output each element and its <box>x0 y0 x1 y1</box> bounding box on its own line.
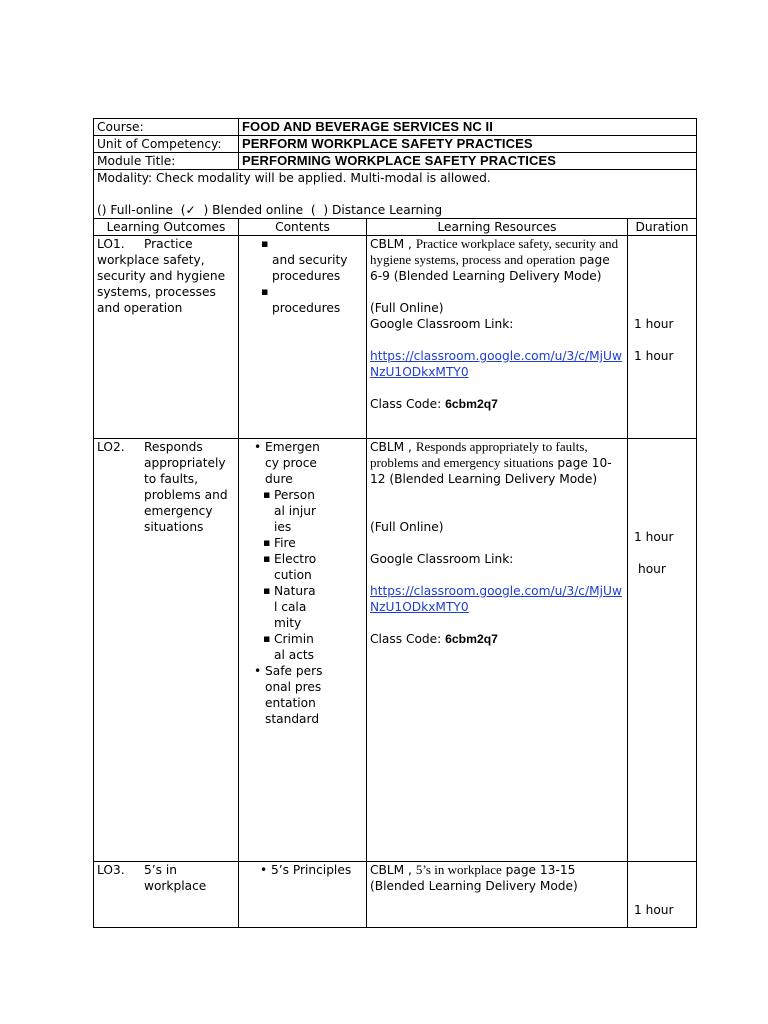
duration-value: 1 hour <box>634 530 674 544</box>
google-classroom-link[interactable]: https://classroom.google.com/u/3/c/MjUwNzU1ODkxMTY0 <box>370 349 622 379</box>
lo-text: Practice <box>144 237 193 251</box>
table-row <box>94 439 697 862</box>
course-row <box>94 119 697 136</box>
classroom-label: Google Classroom Link: <box>370 552 514 566</box>
module-table <box>93 118 697 928</box>
contents-cell <box>239 236 367 439</box>
full-online-label: (Full Online) <box>370 520 444 534</box>
column-header: Contents <box>239 219 367 236</box>
contents-cell <box>239 862 367 928</box>
duration-value: hour <box>638 562 666 576</box>
resource-description: CBLM , 5’s in workplace page 13-15 (Blended Learning Delivery Mode) <box>370 862 578 893</box>
list-item: ▪ procedures <box>260 284 363 316</box>
full-online-label: (Full Online) <box>370 301 444 315</box>
column-header-row <box>94 219 697 236</box>
module-table-container <box>93 118 696 928</box>
list-item: ▪ Personal injuries <box>262 487 363 535</box>
column-header: Duration <box>628 219 697 236</box>
classroom-label: Google Classroom Link: <box>370 317 514 331</box>
lo-text: 5’s in workplace <box>144 863 207 893</box>
column-header: Learning Resources <box>367 219 628 236</box>
class-code: Class Code: 6cbm2q7 <box>370 397 498 411</box>
list-item: ▪ Criminal acts <box>262 631 363 663</box>
unit-row <box>94 136 697 153</box>
learning-outcome-cell <box>94 862 239 928</box>
duration-cell <box>628 236 697 439</box>
list-item: ▪ Natural calamity <box>262 583 363 631</box>
module-row <box>94 153 697 170</box>
lo-number: LO3. <box>97 863 125 877</box>
modality-line: Modality: Check modality will be applied. Multi-modal is allowed. <box>97 171 491 185</box>
lo-number: LO1. <box>97 237 125 251</box>
duration-cell <box>628 862 697 928</box>
modality-options: () Full-online (✓ ) Blended online ( ) Distance Learning <box>97 203 443 217</box>
list-item: • Emergency procedure ▪ Personal injuries ▪ Fire ▪ Electrocution ▪ Natural calamity ▪ Criminal acts <box>253 439 363 663</box>
unit-label: Unit of Competency: <box>94 136 239 153</box>
class-code: Class Code: 6cbm2q7 <box>370 632 498 646</box>
table-row <box>94 862 697 928</box>
duration-value: 1 hour <box>634 349 674 363</box>
resource-description: CBLM , Practice workplace safety, security and hygiene systems, process and operation page 6-9 (Blended Learning Delivery Mode) <box>370 236 619 283</box>
module-value: PERFORMING WORKPLACE SAFETY PRACTICES <box>239 153 697 170</box>
learning-outcome-cell <box>94 439 239 862</box>
lo-number: LO2. <box>97 440 125 454</box>
module-label: Module Title: <box>94 153 239 170</box>
resource-description: CBLM , Responds appropriately to faults, problems and emergency situations page 10-12 (Blended Learning Delivery Mode) <box>370 439 612 486</box>
duration-cell <box>628 439 697 862</box>
list-item: ▪ and security procedures <box>260 236 363 284</box>
resources-cell <box>367 862 628 928</box>
google-classroom-link[interactable]: https://classroom.google.com/u/3/c/MjUwNzU1ODkxMTY0 <box>370 584 622 614</box>
list-item: ▪ Electrocution <box>262 551 363 583</box>
duration-value: 1 hour <box>634 317 674 331</box>
resources-cell <box>367 439 628 862</box>
lo-text: workplace safety, security and hygiene systems, processes and operation <box>97 253 226 315</box>
course-label: Course: <box>94 119 239 136</box>
list-item: • Safe personal presentation standard <box>253 663 363 727</box>
resources-cell <box>367 236 628 439</box>
duration-value: 1 hour <box>634 903 674 917</box>
modality-row <box>94 170 697 219</box>
list-item: ▪ Fire <box>262 535 363 551</box>
table-row <box>94 236 697 439</box>
lo-text: Responds appropriately to faults, problems and emergency situations <box>144 440 228 534</box>
column-header: Learning Outcomes <box>94 219 239 236</box>
learning-outcome-cell <box>94 236 239 439</box>
modality-cell <box>94 170 697 219</box>
course-value: FOOD AND BEVERAGE SERVICES NC II <box>239 119 697 136</box>
unit-value: PERFORM WORKPLACE SAFETY PRACTICES <box>239 136 697 153</box>
contents-cell <box>239 439 367 862</box>
list-item: • 5’s Principles <box>259 862 363 878</box>
